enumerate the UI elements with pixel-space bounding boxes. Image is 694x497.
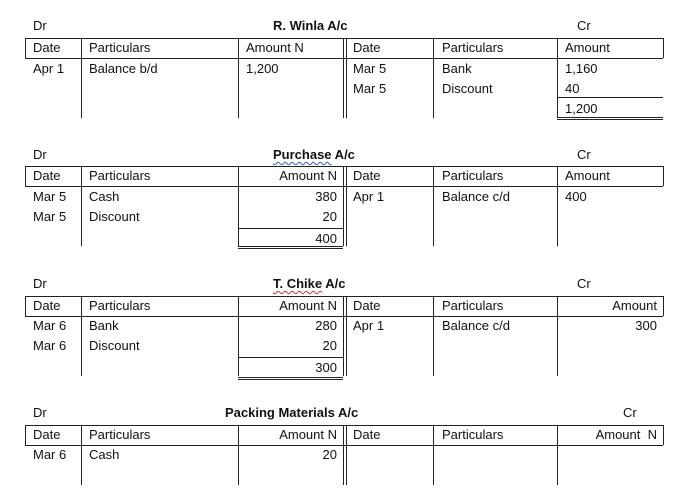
total-rule xyxy=(557,119,663,120)
dr-label: Dr xyxy=(33,276,47,291)
column-rule xyxy=(238,425,239,485)
column-rule xyxy=(663,166,664,186)
header-top-rule xyxy=(25,166,663,167)
entry-particulars: Balance c/d xyxy=(442,189,510,204)
column-rule xyxy=(557,166,558,246)
total-rule xyxy=(238,357,343,358)
entry-amount: 20 xyxy=(322,209,337,224)
column-rule xyxy=(81,38,82,118)
column-rule xyxy=(433,425,434,485)
header-amount: Amount xyxy=(565,40,610,55)
header-particulars: Particulars xyxy=(442,40,504,55)
column-rule xyxy=(343,166,344,246)
header-particulars: Particulars xyxy=(442,168,504,183)
header-date: Date xyxy=(353,427,381,442)
total-rule xyxy=(238,248,343,249)
entry-amount: 20 xyxy=(322,447,337,462)
header-amount: Amount N xyxy=(279,168,337,183)
column-rule xyxy=(557,425,558,485)
entry-date: Apr 1 xyxy=(33,61,65,76)
account-title xyxy=(273,276,345,292)
header-amount: Amount N xyxy=(595,427,657,442)
header-date: Date xyxy=(33,40,61,55)
total-amount: 1,200 xyxy=(565,101,598,116)
header-bottom-rule xyxy=(25,316,663,317)
header-particulars: Particulars xyxy=(442,427,504,442)
column-rule xyxy=(238,38,239,118)
dr-label: Dr xyxy=(33,18,47,33)
header-amount: Amount xyxy=(565,168,610,183)
column-rule xyxy=(25,296,26,316)
entry-amount: 1,200 xyxy=(246,61,279,76)
cr-label: Cr xyxy=(577,18,591,33)
header-top-rule xyxy=(25,425,663,426)
dr-label: Dr xyxy=(33,405,47,420)
header-date: Date xyxy=(33,168,61,183)
account-title-name: T. Chike xyxy=(273,276,323,291)
header-date: Date xyxy=(353,168,381,183)
total-rule xyxy=(238,228,343,229)
header-top-rule xyxy=(25,296,663,297)
column-rule xyxy=(663,38,664,58)
account-title xyxy=(273,147,355,163)
cr-label: Cr xyxy=(577,147,591,162)
entry-date: Apr 1 xyxy=(353,189,385,204)
header-bottom-rule xyxy=(25,445,663,446)
entry-date: Mar 5 xyxy=(353,81,387,96)
cr-label: Cr xyxy=(577,276,591,291)
column-rule xyxy=(238,296,239,376)
total-amount: 400 xyxy=(315,231,337,246)
entry-particulars: Balance c/d xyxy=(442,318,510,333)
column-rule xyxy=(343,38,344,118)
header-date: Date xyxy=(353,298,381,313)
column-rule xyxy=(433,166,434,246)
header-particulars: Particulars xyxy=(89,298,151,313)
entry-date: Mar 6 xyxy=(33,338,67,353)
header-date: Date xyxy=(353,40,381,55)
column-rule xyxy=(25,425,26,445)
column-rule xyxy=(346,296,347,376)
column-rule xyxy=(433,296,434,376)
total-rule xyxy=(557,97,663,98)
entry-amount: 400 xyxy=(565,189,587,204)
column-rule xyxy=(81,166,82,246)
total-rule xyxy=(557,117,663,118)
cr-label: Cr xyxy=(623,405,637,420)
header-particulars: Particulars xyxy=(442,298,504,313)
account-title-suffix: A/c xyxy=(322,276,346,291)
entry-date: Mar 5 xyxy=(33,209,67,224)
entry-particulars: Discount xyxy=(89,338,140,353)
total-rule xyxy=(238,379,343,380)
header-amount: Amount N xyxy=(246,40,304,55)
column-rule xyxy=(557,38,558,118)
header-date: Date xyxy=(33,427,61,442)
header-amount: Amount N xyxy=(279,298,337,313)
account-title-name: Purchase xyxy=(273,147,332,162)
entry-date: Mar 5 xyxy=(353,61,387,76)
column-rule xyxy=(343,296,344,376)
entry-date: Mar 6 xyxy=(33,318,67,333)
entry-amount: 380 xyxy=(315,189,337,204)
header-amount: Amount xyxy=(612,298,657,313)
dr-label: Dr xyxy=(33,147,47,162)
column-rule xyxy=(557,296,558,376)
column-rule xyxy=(346,38,347,118)
header-bottom-rule xyxy=(25,58,663,59)
column-rule xyxy=(25,166,26,186)
entry-particulars: Balance b/d xyxy=(89,61,158,76)
column-rule xyxy=(25,38,26,58)
entry-date: Mar 5 xyxy=(33,189,67,204)
entry-particulars: Discount xyxy=(442,81,493,96)
entry-particulars: Cash xyxy=(89,447,120,462)
column-rule xyxy=(81,425,82,485)
entry-amount: 280 xyxy=(315,318,337,333)
entry-particulars: Bank xyxy=(442,61,472,76)
account-title: R. Winla A/c xyxy=(273,18,348,33)
entry-date: Apr 1 xyxy=(353,318,385,333)
account-title-suffix: A/c xyxy=(331,147,355,162)
entry-amount: 1,160 xyxy=(565,61,598,76)
total-amount: 300 xyxy=(315,360,337,375)
entry-amount: 20 xyxy=(322,338,337,353)
entry-amount: 300 xyxy=(635,318,657,333)
column-rule xyxy=(238,166,239,246)
header-particulars: Particulars xyxy=(89,427,151,442)
column-rule xyxy=(663,425,664,445)
column-rule xyxy=(81,296,82,376)
header-particulars: Particulars xyxy=(89,40,151,55)
entry-particulars: Bank xyxy=(89,318,119,333)
header-date: Date xyxy=(33,298,61,313)
account-title: Packing Materials A/c xyxy=(225,405,359,420)
total-rule xyxy=(238,377,343,378)
column-rule xyxy=(433,38,434,118)
header-particulars: Particulars xyxy=(89,168,151,183)
column-rule xyxy=(663,296,664,316)
entry-particulars: Discount xyxy=(89,209,140,224)
entry-amount: 40 xyxy=(565,81,580,96)
column-rule xyxy=(346,166,347,246)
header-top-rule xyxy=(25,38,663,39)
column-rule xyxy=(343,425,344,485)
entry-particulars: Cash xyxy=(89,189,120,204)
header-bottom-rule xyxy=(25,186,663,187)
entry-date: Mar 6 xyxy=(33,447,67,462)
column-rule xyxy=(346,425,347,485)
header-amount: Amount N xyxy=(279,427,337,442)
